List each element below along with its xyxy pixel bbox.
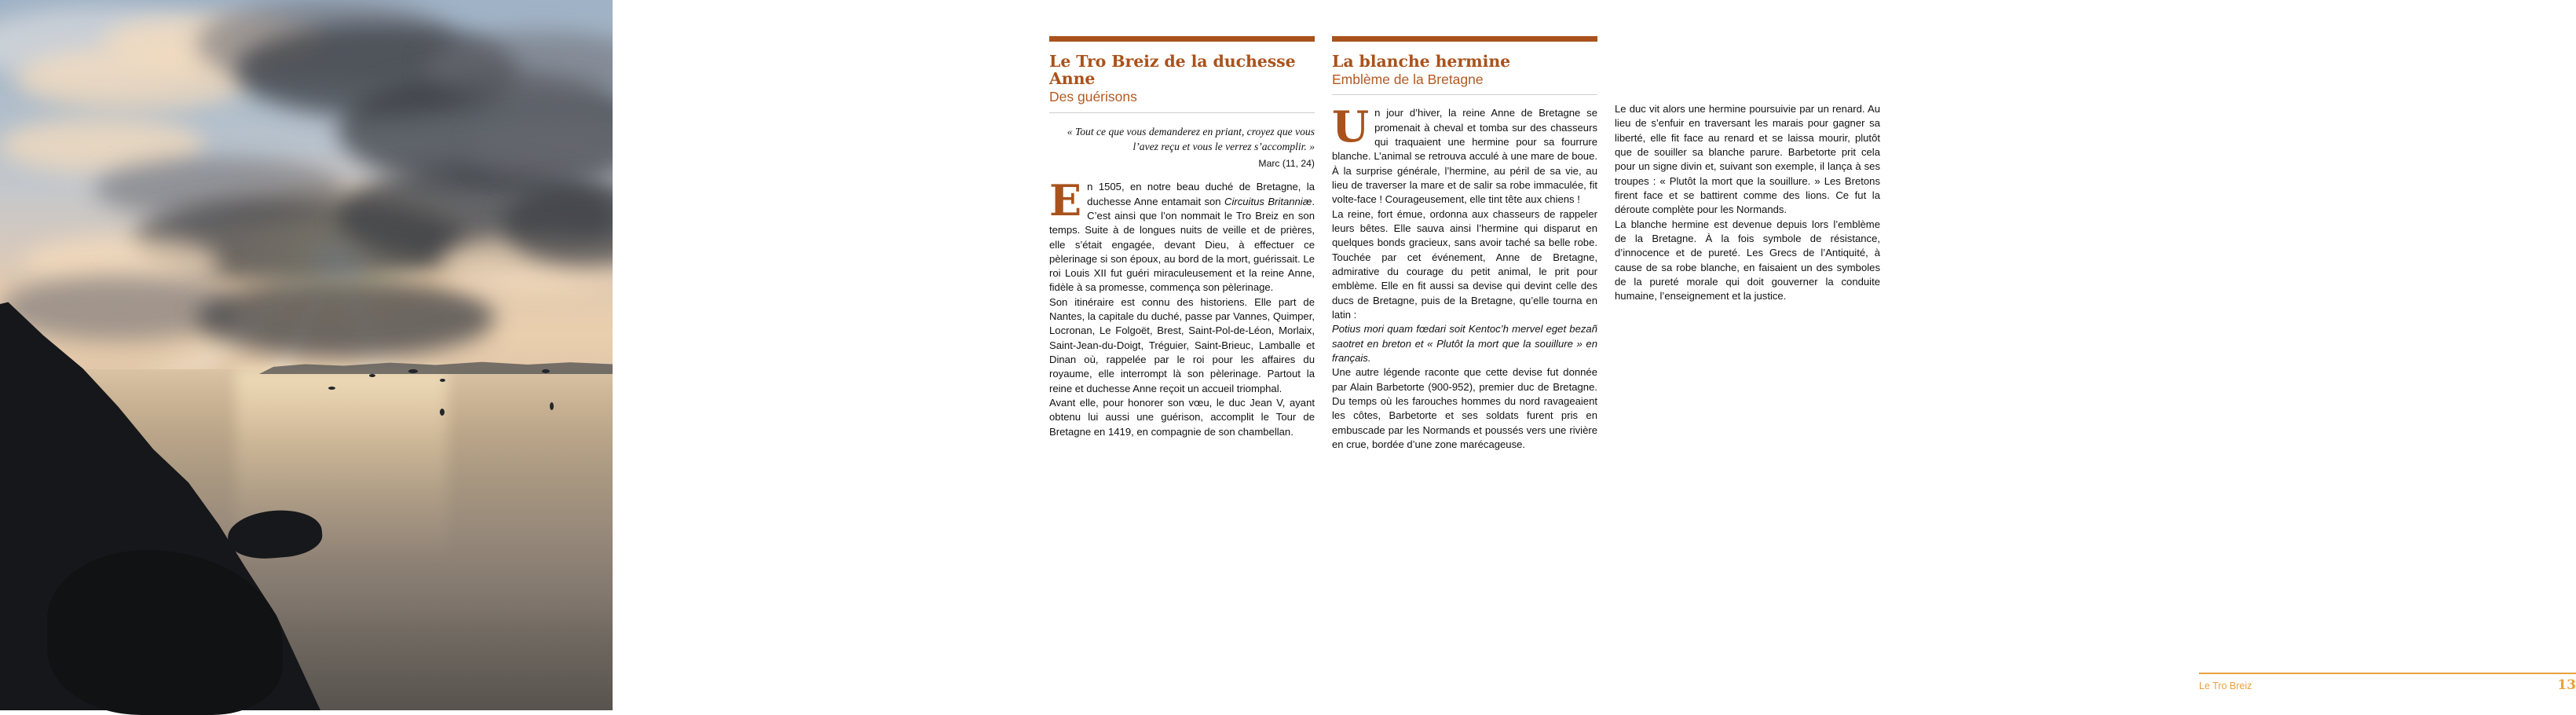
article-one-subtitle: Des guérisons [1049, 89, 1137, 105]
paragraph-latin-motto: Potius mori quam fœdari soit Kentoc’h mervel eget bezañ saotret en breton et « Plutôt la mort que la souillure » en français. [1332, 323, 1597, 364]
paragraph: En 1505, en notre beau duché de Bretagne, la duchesse Anne entamait son Circuitus Britanniæ. C’est ainsi que l’on nommait le Tro Breiz en son temps. Suite à de longues nuits de veille et de prières, elle s’était engagée, devant Dieu, à effectuer ce pèlerinage si son époux, au bord de la mort, guérissait. Le roi Louis XII fut guéri miraculeusement et la reine Anne, fidèle à sa promesse, commença son pèlerinage. [1049, 175, 1315, 294]
paragraph: La blanche hermine est devenue depuis lors l’emblème de la Bretagne. À la fois symbole de résistance, d’innocence et de pureté. Les Grecs de l’Antiquité, à cause de sa robe blanche, en faisaient un des symboles de la pureté morale qui doit gouverner la conduite humaine, l’enseignement et la justice. [1615, 218, 1880, 302]
column-two [1332, 36, 1597, 452]
page-number: 13 [2557, 677, 2576, 693]
article-two-header-divider [1332, 94, 1597, 95]
right-page-text [613, 0, 2576, 710]
article-columns [1049, 36, 1960, 452]
paragraph: Avant elle, pour honorer son vœu, le duc Jean V, ayant obtenu lui aussi une guérison, accomplit le Tour de Bretagne en 1419, en compagnie de son chambellan. [1049, 397, 1315, 438]
article-two-title: La blanche hermine [1332, 52, 1511, 71]
article-one-epigraph-source: Marc (11, 24) [1258, 158, 1315, 170]
article-one-header-divider [1049, 112, 1315, 113]
footer-section-label: Le Tro Breiz [2199, 680, 2252, 691]
footer-rule [2199, 673, 2576, 674]
article-one-title: Le Tro Breiz de la duchesse Anne [1049, 52, 1296, 89]
paragraph: Une autre légende raconte que cette devise fut donnée par Alain Barbetorte (900-952), premier duc de Bretagne. Du temps où les farouches hommes du nord ravageaient les côtes, Barbetorte et ses soldats furent pris en embuscade par les Normands et poussés vers une rivière en crue, bordée d’une zone marécageuse. [1332, 366, 1597, 450]
sunset-seascape-photograph [0, 0, 613, 710]
paragraph: Son itinéraire est connu des historiens. Elle part de Nantes, la capitale du duché, passe par Vannes, Quimper, Locronan, Le Folgoët, Brest, Saint-Pol-de-Léon, Morlaix, Saint-Jean-du-Doigt, Tréguier, Saint-Brieuc, Lamballe et Dinan où, rappelée par le roi pour les affaires du royaume, elle interrompt là son pèlerinage. Partout la reine et duchesse Anne reçoit un accueil triomphal. [1049, 295, 1315, 394]
article-two-top-rule [1332, 36, 1597, 42]
paragraph: Le duc vit alors une hermine poursuivie par un renard. Au lieu de s’enfuir en traversant les marais pour gagner sa liberté, elle fit face au renard et se laissa mourir, plutôt que de souiller sa blanche parure. Barbetorte prit cela pour un signe divin et, suivant son exemple, il lança à ses troupes : « Plutôt la mort que la souillure. » Les Bretons firent face et se battirent comme des lions. Ce fut la déroute complète pour les Normands. [1615, 103, 1880, 216]
page-footer [2199, 673, 2576, 693]
article-two-body-part-two [1615, 102, 1880, 304]
paragraph: Un jour d’hiver, la reine Anne de Bretagne se promenait à cheval et tomba sur des chasseurs qui traquaient une hermine pour sa fourrure blanche. L’animal se retrouva acculé à une mare de boue. À la surprise générale, l’hermine, au péril de sa vie, au lieu de traverser la mare et de salir sa robe immaculée, fit volte-face ! Courageusement, elle tint tête aux chiens ! [1332, 101, 1597, 206]
left-page-photo [0, 0, 613, 710]
article-two-subtitle: Emblème de la Bretagne [1332, 72, 1484, 88]
footer-row [2199, 677, 2576, 693]
article-one-top-rule [1049, 36, 1315, 42]
article-one-epigraph: « Tout ce que vous demanderez en priant, croyez que vous l’avez reçu et vous le verrez s’accomplir. » [1067, 125, 1315, 153]
article-one-body [1049, 175, 1315, 439]
column-three [1615, 36, 1880, 452]
paragraph: La reine, fort émue, ordonna aux chasseurs de rappeler leurs bêtes. Elle sauva ainsi l’hermine qui disparut en quelques bonds gracieux, sans avoir taché sa belle robe. Touchée par cet événement, Anne de Bretagne, admirative du courage du petit animal, le prit pour emblème. Elle en fit aussi sa devise qui devint celle des ducs de Bretagne, puis de la Bretagne, qu’elle tourna en latin : [1332, 207, 1597, 321]
column-one [1049, 36, 1315, 452]
article-two-body-part-one [1332, 101, 1597, 452]
